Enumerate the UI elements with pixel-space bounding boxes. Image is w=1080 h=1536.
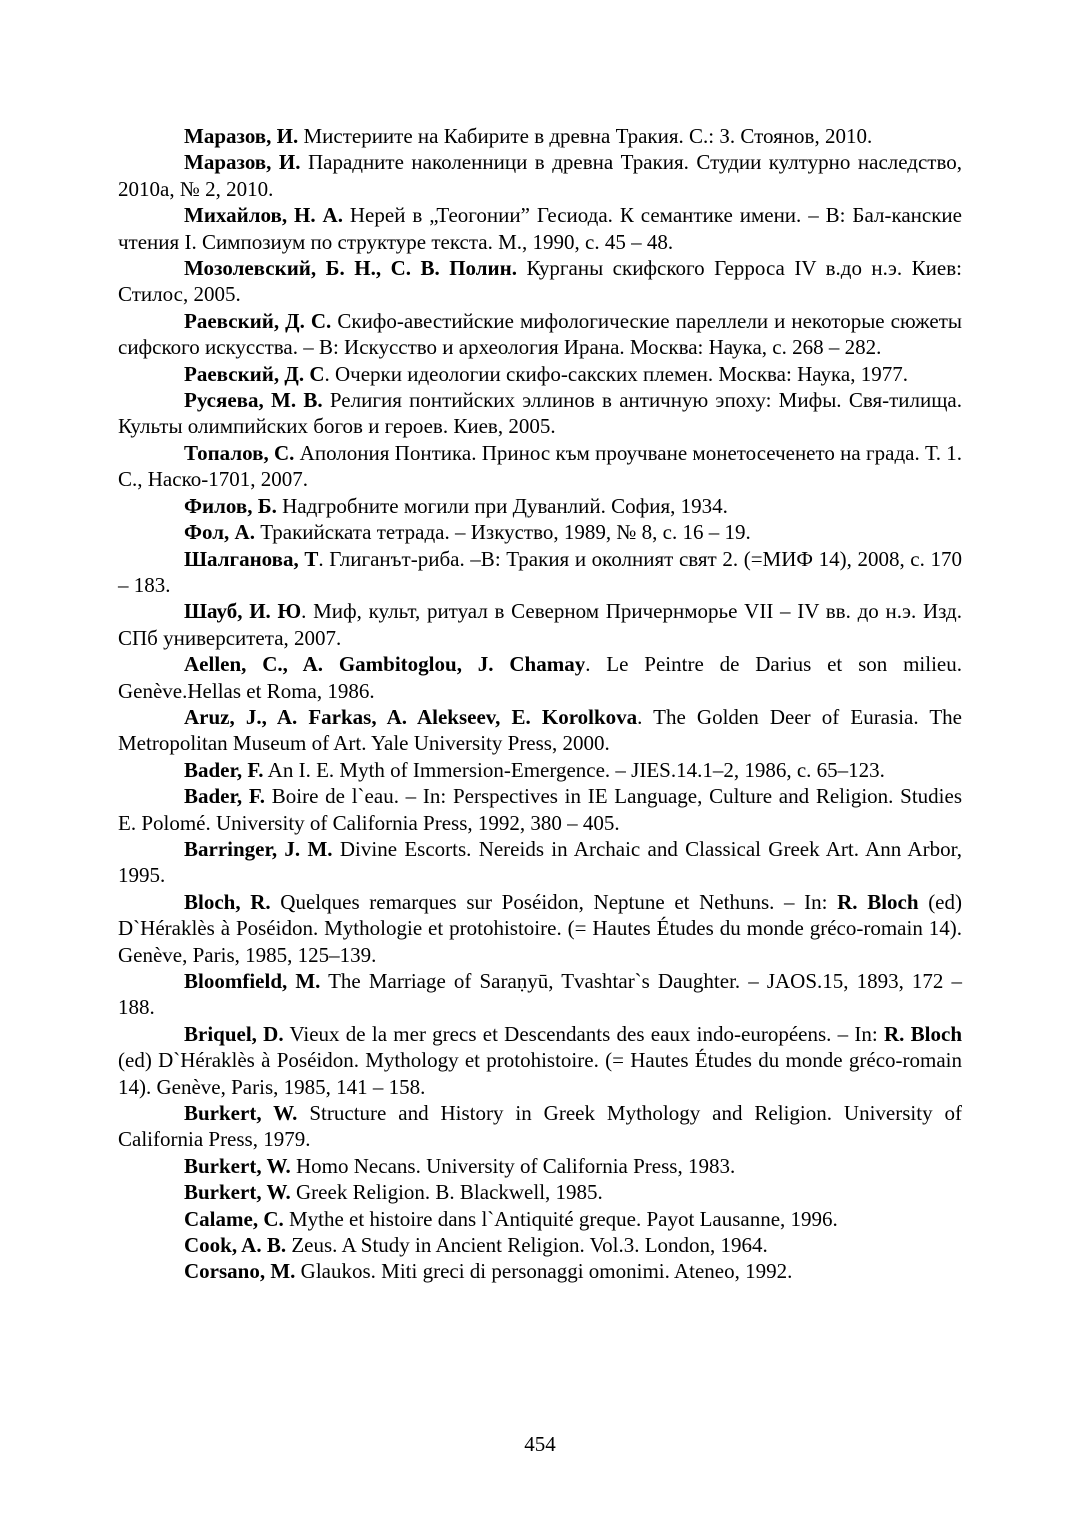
bibliography-entry <box>118 704 962 757</box>
entry-author: Corsano, M. <box>184 1259 296 1284</box>
bibliography-entry <box>118 1100 962 1153</box>
entry-text: Glaukos. Miti greci di personaggi omonimi. Ateneo, 1992. <box>295 1259 793 1284</box>
bibliography-entry <box>118 1153 962 1179</box>
bibliography-list <box>118 123 962 1285</box>
entry-author: Маразов, И. <box>184 124 299 148</box>
entry-author: Burkert, W. <box>184 1153 291 1178</box>
entry-text: Zeus. A Study in Ancient Religion. Vol.3. London, 1964. <box>286 1233 768 1258</box>
entry-text: Greek Religion. B. Blackwell, 1985. <box>290 1180 603 1205</box>
entry-text-continued: (ed) D`Héraklès à Poséidon. Mythology et protohistoire. (= Hautes Études du monde gréco-romain 14). Genève, Paris, 1985, 141 – 158. <box>118 1048 962 1099</box>
bibliography-entry <box>118 519 962 545</box>
bibliography-entry <box>118 889 962 968</box>
entry-text: Нерей в „Теогонии” Гесиода. К семантике имени. – В: Бал-канские чтения I. Симпозиум по структуре текста. М., 1990, с. 45 – 48. <box>118 203 962 254</box>
bibliography-entry <box>118 361 962 387</box>
bibliography-entry <box>118 651 962 704</box>
bibliography-entry <box>118 1232 962 1258</box>
entry-author: Aruz, J., A. Farkas, A. Alekseev, E. Korolkova <box>184 704 638 729</box>
entry-author: Филов, Б. <box>184 493 277 518</box>
entry-author: Briquel, D. <box>184 1021 284 1046</box>
bibliography-entry <box>118 783 962 836</box>
bibliography-entry <box>118 1258 962 1284</box>
bibliography-entry <box>118 546 962 599</box>
entry-author: Фол, А. <box>184 520 255 545</box>
bibliography-entry <box>118 387 962 440</box>
entry-author: Шалганова, Т <box>184 546 319 571</box>
entry-author: Cook, A. B. <box>184 1233 287 1258</box>
entry-text: Mythe et histoire dans l`Antiquité greque. Payot Lausanne, 1996. <box>283 1206 838 1231</box>
entry-text: Structure and History in Greek Mythology and Religion. University of California Press, 1979. <box>118 1101 962 1152</box>
entry-editor: R. Bloch <box>837 889 919 914</box>
entry-text: Парадните наколенници в древна Тракия. Студии културно наследство, 2010а, № 2, 2010. <box>118 150 963 201</box>
entry-author: Calame, C. <box>184 1206 284 1231</box>
entry-author: Раевский, Д. С <box>184 361 325 386</box>
entry-text: Надгробните могили при Дуванлий. София, 1934. <box>276 493 728 518</box>
entry-text: Homo Necans. University of California Press, 1983. <box>290 1153 736 1178</box>
entry-editor: R. Bloch <box>883 1021 962 1046</box>
entry-text: . Миф, культ, ритуал в Северном Причернморье VII – IV вв. до н.э. Изд. СПб университета, 2007. <box>118 599 962 650</box>
entry-author: Михайлов, Н. А. <box>184 203 343 228</box>
entry-text: Мистериите на Кабирите в древна Тракия. С.: З. Стоянов, 2010. <box>298 124 873 148</box>
entry-author: Маразов, И. <box>184 150 301 175</box>
bibliography-entry <box>118 123 962 149</box>
entry-text: Divine Escorts. Nereids in Archaic and Classical Greek Art. Ann Arbor, 1995. <box>118 836 962 888</box>
entry-author: Bader, F. <box>184 784 266 809</box>
entry-text: Религия понтийских эллинов в античную эпоху: Мифы. Свя-тилища. Культы олимпийских богов и героев. Киев, 2005. <box>118 388 962 439</box>
entry-author: Bader, F. <box>184 757 264 782</box>
entry-author: Русяева, М. В. <box>184 388 323 413</box>
bibliography-entry <box>118 757 962 783</box>
entry-author: Bloch, R. <box>184 889 271 914</box>
bibliography-entry <box>118 255 962 308</box>
entry-text: . Глиганът-риба. –В: Тракия и околният свят 2. (=МИФ 14), 2008, с. 170 – 183. <box>118 546 962 597</box>
bibliography-entry <box>118 493 962 519</box>
entry-author: Мозолевский, Б. Н., С. В. Полин. <box>184 256 517 281</box>
entry-text: Тракийската тетрада. – Изкуство, 1989, № 8, с. 16 – 19. <box>254 520 751 545</box>
entry-author: Раевский, Д. С. <box>184 308 332 333</box>
entry-author: Bloomfield, M. <box>184 969 321 993</box>
entry-text: The Marriage of Saraṇyū, Tvashtar`s Daughter. – JAOS.15, 1893, 172 – 188. <box>118 969 962 1020</box>
entry-text-continued: (ed) D`Héraklès à Poséidon. Mythologie et protohistoire. (= Hautes Études du monde gréco-romain 14). Genève, Paris, 1985, 125–139. <box>118 889 962 967</box>
bibliography-entry <box>118 1179 962 1205</box>
entry-text: . Очерки идеологии скифо-сакских племен. Москва: Наука, 1977. <box>324 361 908 386</box>
entry-author: Barringer, J. M. <box>184 836 333 861</box>
bibliography-entry <box>118 836 962 889</box>
bibliography-page <box>118 123 962 1285</box>
entry-author: Aellen, C., A. Gambitoglou, J. Chamay <box>184 652 586 677</box>
bibliography-entry <box>118 149 962 202</box>
bibliography-entry <box>118 1206 962 1232</box>
entry-text: Boire de l`eau. – In: Perspectives in IE Language, Culture and Religion. Studies E. Polomé. University of California Press, 1992, 380 – 405. <box>118 784 962 835</box>
entry-text: Курганы скифского Герроса IV в.до н.э. Киев: Стилос, 2005. <box>118 256 962 307</box>
bibliography-entry <box>118 1021 962 1100</box>
bibliography-entry <box>118 598 962 651</box>
bibliography-entry <box>118 440 962 493</box>
entry-text: . Le Peintre de Darius et son milieu. Genève.Hellas et Roma, 1986. <box>118 652 962 703</box>
entry-text: Аполония Понтика. Принос към проучване монетосеченето на града. Т. 1. С., Наско-1701, 2007. <box>118 440 962 492</box>
bibliography-entry <box>118 202 962 255</box>
entry-author: Burkert, W. <box>184 1101 298 1126</box>
entry-author: Burkert, W. <box>184 1180 291 1205</box>
entry-text: An I. E. Myth of Immersion-Emergence. – JIES.14.1–2, 1986, c. 65–123. <box>263 757 885 782</box>
entry-author: Шауб, И. Ю <box>184 599 302 624</box>
entry-text: Vieux de la mer grecs et Descendants des eaux indo-européens. – In: <box>283 1021 884 1046</box>
entry-text: Quelques remarques sur Poséidon, Neptune et Nethuns. – In: <box>270 889 838 914</box>
page-number: 454 <box>524 1432 556 1456</box>
bibliography-entry <box>118 308 962 361</box>
entry-author: Топалов, С. <box>184 440 295 465</box>
entry-text: . The Golden Deer of Eurasia. The Metropolitan Museum of Art. Yale University Press, 2000. <box>118 704 963 756</box>
bibliography-entry <box>118 968 962 1021</box>
entry-text: Скифо-авестийские мифологические пареллели и некоторые сюжеты сифского искусства. – В: Искусство и археология Ирана. Москва: Наука, с. 268 – 282. <box>118 308 962 360</box>
